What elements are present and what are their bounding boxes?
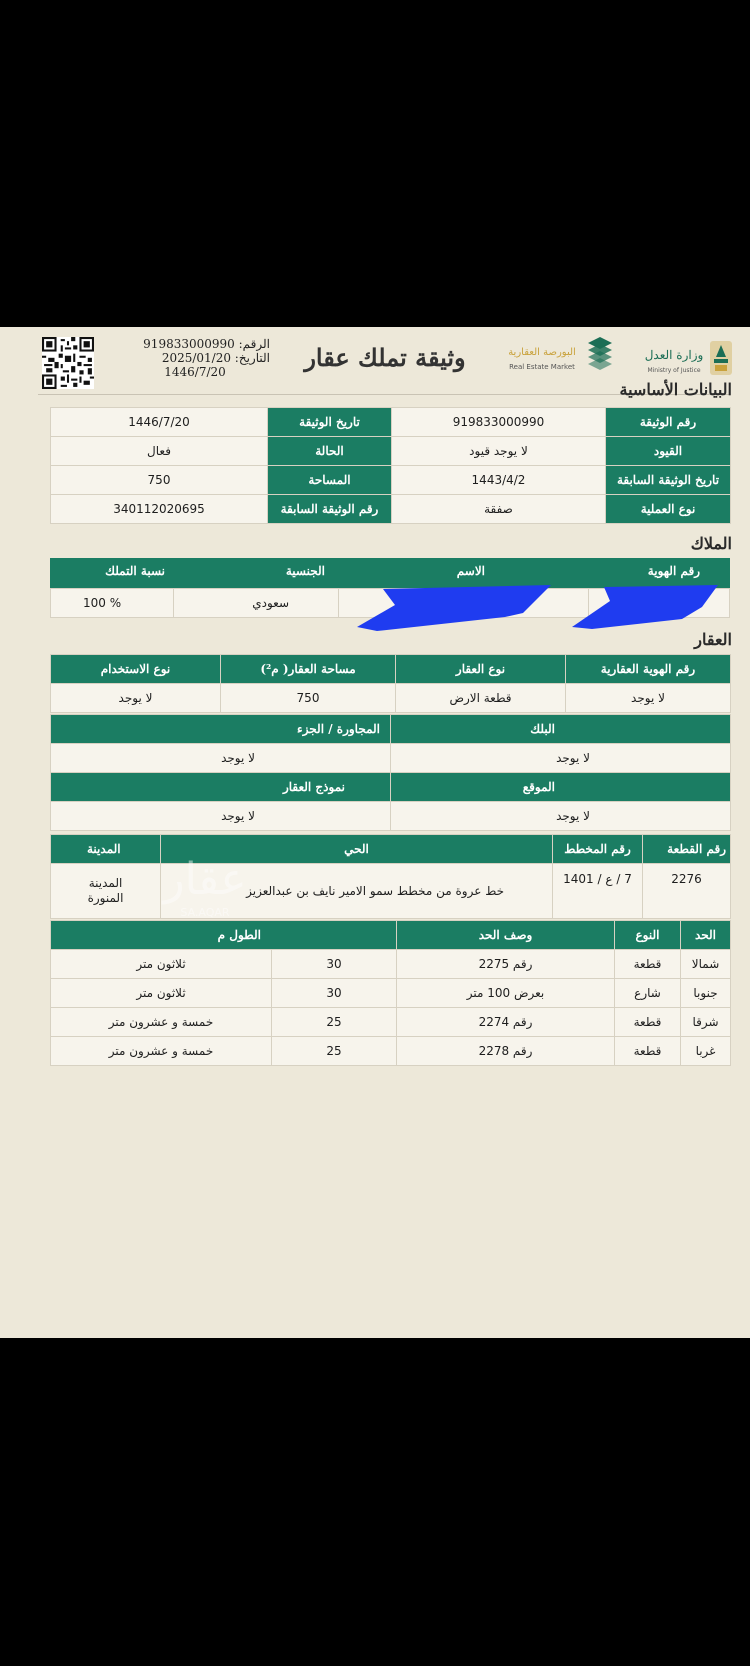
property-header-type: نوع العقار: [396, 655, 566, 684]
model-value: لا يوجد: [51, 802, 391, 831]
bounds-header-length: الطول م: [51, 921, 397, 950]
plot-number-value: 2276: [643, 864, 731, 919]
bounds-header-side: الحد: [681, 921, 731, 950]
bounds-desc-value: بعرض 100 متر: [397, 979, 615, 1008]
redacted-owner-id: [570, 583, 720, 631]
document-meta: [120, 337, 270, 379]
location-value: لا يوجد: [391, 802, 731, 831]
plot-header-district: الحي: [161, 835, 553, 864]
bounds-type-value: قطعة: [615, 950, 681, 979]
bounds-words-value: ثلاثون متر: [51, 979, 272, 1008]
basic-value: 1443/4/2: [392, 466, 606, 495]
document-hijri-date: 1446/7/20: [164, 365, 226, 379]
bounds-side-value: غربا: [681, 1037, 731, 1066]
neighbor-label: المجاورة / الجزء: [51, 715, 391, 744]
property-header-id: رقم الهوية العقارية: [566, 655, 731, 684]
basic-data-section-title: البيانات الأساسية: [619, 380, 732, 399]
property-type-value: قطعة الارض: [396, 684, 566, 713]
owners-section-title: الملاك: [690, 534, 732, 553]
block-neighbor-table: [50, 714, 731, 831]
bounds-row: [51, 1037, 731, 1066]
property-section-title: العقار: [694, 630, 732, 649]
basic-data-table: [50, 407, 731, 524]
bounds-row: [51, 1008, 731, 1037]
bounds-header-type: النوع: [615, 921, 681, 950]
bounds-type-value: شارع: [615, 979, 681, 1008]
bounds-row: [51, 950, 731, 979]
basic-data-row: [51, 466, 731, 495]
plot-header-number: رقم القطعة: [643, 835, 731, 864]
plot-city-line2: المنورة: [87, 891, 124, 905]
ministry-logo-en: Ministry of Justice: [647, 367, 701, 374]
basic-label: تاريخ الوثيقة السابقة: [606, 466, 731, 495]
real-estate-market-logo: [500, 335, 630, 385]
bounds-num-value: 25: [272, 1008, 397, 1037]
property-header-usage: نوع الاستخدام: [51, 655, 221, 684]
basic-label: القيود: [606, 437, 731, 466]
document-number-line: الرقم: 919833000990: [143, 337, 270, 351]
basic-value: 919833000990: [392, 408, 606, 437]
basic-label: الحالة: [268, 437, 392, 466]
property-area-value: 750: [221, 684, 396, 713]
basic-value: 340112020695: [51, 495, 268, 524]
redacted-owner-name: [355, 583, 555, 633]
document-date-line: التاريخ: 2025/01/20: [161, 351, 270, 365]
plot-table: [50, 834, 731, 919]
plot-district-value: خط عروة من مخطط سمو الامير نايف بن عبدالعزيز: [161, 864, 553, 919]
basic-label: نوع العملية: [606, 495, 731, 524]
basic-data-row: [51, 495, 731, 524]
bounds-desc-value: رقم 2275: [397, 950, 615, 979]
owners-header-share: نسبة التملك: [105, 564, 165, 578]
model-label: نموذج العقار: [51, 773, 391, 802]
real-estate-logo-ar: البورصة العقارية: [508, 347, 576, 358]
basic-value: لا يوجد قيود: [392, 437, 606, 466]
plot-city-value: [51, 864, 161, 919]
owner-share: 100 %: [83, 596, 122, 610]
plot-header-scheme: رقم المخطط: [553, 835, 643, 864]
bounds-words-value: خمسة و عشرون متر: [51, 1037, 272, 1066]
bounds-side-value: شرقا: [681, 1008, 731, 1037]
owners-header-id: رقم الهوية: [647, 564, 700, 578]
bounds-side-value: جنوبا: [681, 979, 731, 1008]
basic-data-row: [51, 408, 731, 437]
basic-value: صفقة: [392, 495, 606, 524]
owners-header-nationality: الجنسية: [285, 564, 325, 578]
basic-value: 1446/7/20: [51, 408, 268, 437]
bounds-type-value: قطعة: [615, 1037, 681, 1066]
ministry-logo-ar: وزارة العدل: [644, 348, 704, 362]
ownership-document: [0, 327, 750, 1338]
neighbor-value: لا يوجد: [51, 744, 391, 773]
property-table: [50, 654, 731, 713]
real-estate-logo-en: Real Estate Market: [509, 363, 575, 371]
basic-label: رقم الوثيقة: [606, 408, 731, 437]
bounds-table: [50, 920, 731, 1066]
block-value: لا يوجد: [391, 744, 731, 773]
basic-value: فعال: [51, 437, 268, 466]
bounds-num-value: 30: [272, 979, 397, 1008]
basic-value: 750: [51, 466, 268, 495]
bounds-num-value: 30: [272, 950, 397, 979]
plot-city-line1: المدينة: [88, 876, 123, 890]
ministry-of-justice-logo: [640, 335, 735, 385]
plot-header-city: المدينة: [51, 835, 161, 864]
bounds-num-value: 25: [272, 1037, 397, 1066]
basic-label: المساحة: [268, 466, 392, 495]
owners-header-name: الاسم: [456, 564, 485, 578]
qr-code-icon: [42, 337, 94, 389]
bounds-row: [51, 979, 731, 1008]
basic-data-row: [51, 437, 731, 466]
watermark-en: SA.AQAR: [180, 906, 230, 919]
bounds-header-desc: وصف الحد: [397, 921, 615, 950]
bounds-words-value: خمسة و عشرون متر: [51, 1008, 272, 1037]
property-usage-value: لا يوجد: [51, 684, 221, 713]
bounds-desc-value: رقم 2274: [397, 1008, 615, 1037]
bounds-side-value: شمالا: [681, 950, 731, 979]
plot-scheme-value: 7 / ع / 1401: [553, 864, 643, 919]
basic-label: تاريخ الوثيقة: [268, 408, 392, 437]
bounds-words-value: ثلاثون متر: [51, 950, 272, 979]
property-id-value: لا يوجد: [566, 684, 731, 713]
owner-nationality: سعودي: [252, 596, 289, 610]
watermark-ar: عقار: [163, 854, 247, 905]
document-title: وثيقة تملك عقار: [304, 343, 466, 372]
bounds-type-value: قطعة: [615, 1008, 681, 1037]
bounds-desc-value: رقم 2278: [397, 1037, 615, 1066]
location-label: الموقع: [391, 773, 731, 802]
block-label: البلك: [391, 715, 731, 744]
property-header-area: مساحة العقار( م²): [221, 655, 396, 684]
basic-label: رقم الوثيقة السابقة: [268, 495, 392, 524]
